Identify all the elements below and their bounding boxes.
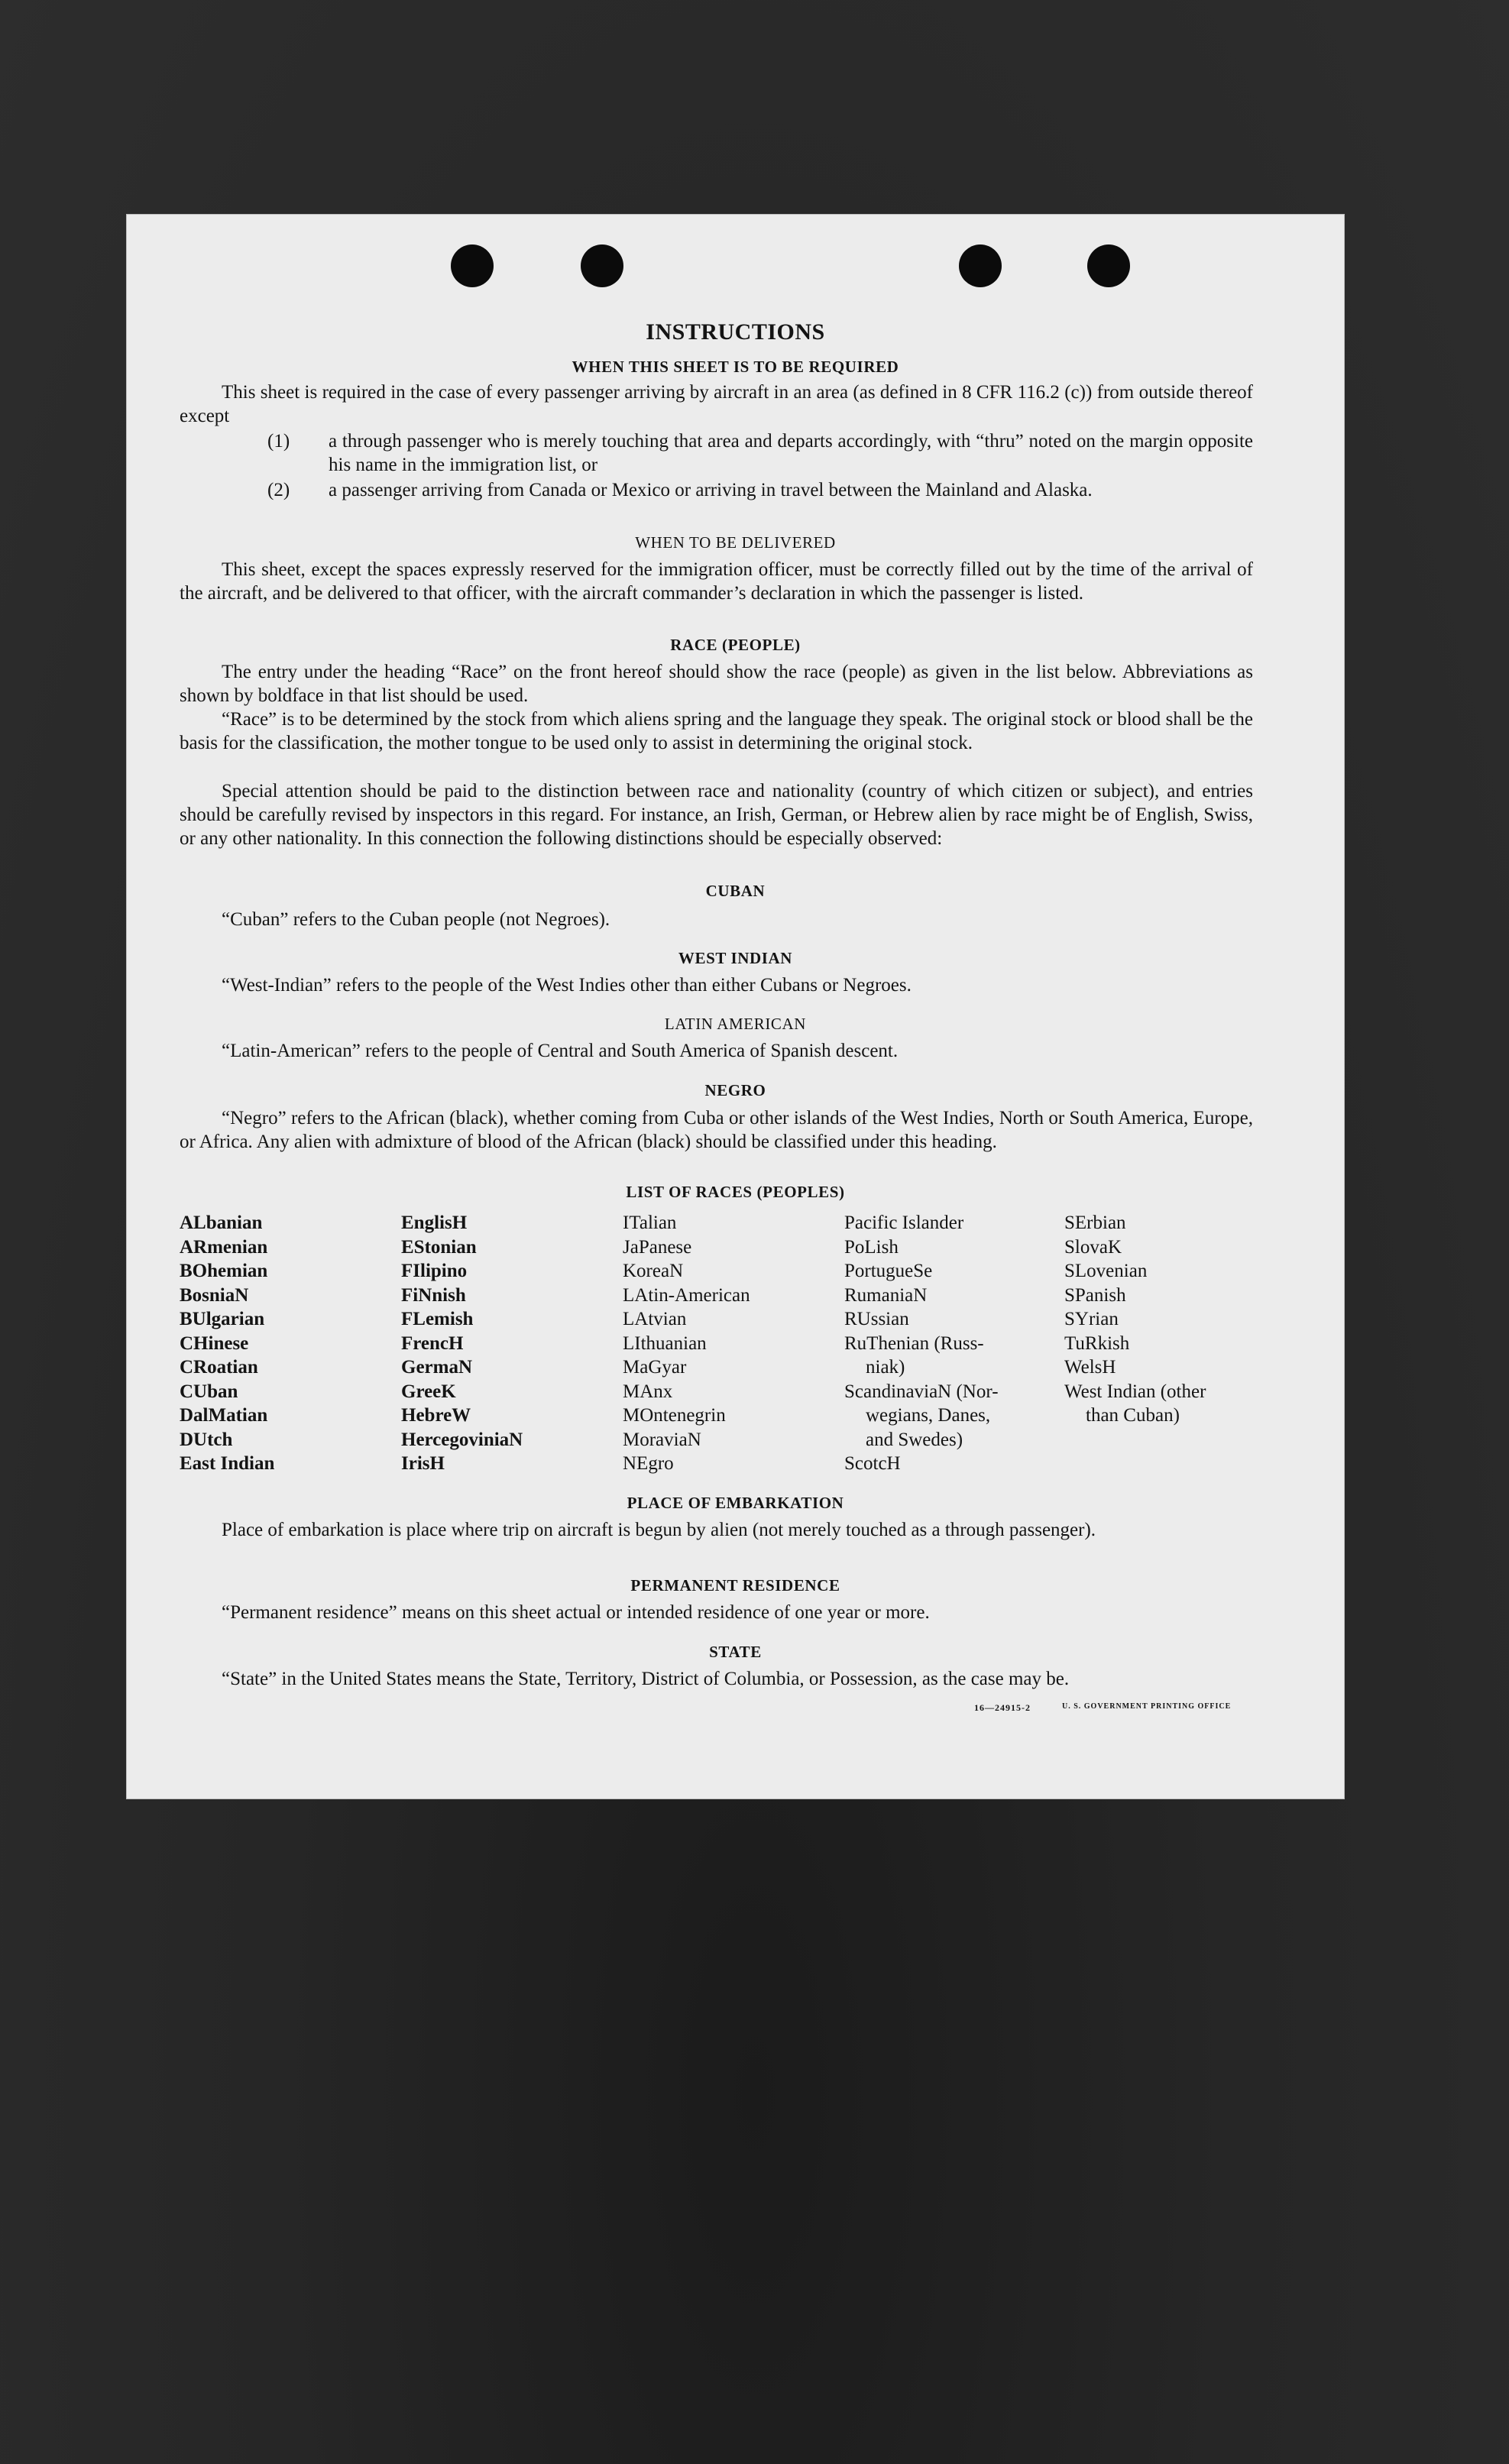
race-entry: ALbanian xyxy=(180,1213,263,1233)
heading-negro: NEGRO xyxy=(704,1081,766,1099)
heading-permanent-residence: PERMANENT RESIDENCE xyxy=(630,1576,840,1595)
race-entry: RUssian xyxy=(844,1309,909,1329)
race-entry: BosniaN xyxy=(180,1284,249,1306)
race-entry: MoraviaN xyxy=(623,1429,701,1450)
race-entry: RumaniaN xyxy=(844,1284,928,1306)
heading-embarkation: PLACE OF EMBARKATION xyxy=(627,1494,844,1512)
paragraph-west-indian: “West-Indian” refers to the people of the West Indies other than either Cubans or Negroes. xyxy=(222,975,912,996)
race-entry: CRoatian xyxy=(180,1357,258,1378)
race-entry: niak) xyxy=(866,1357,905,1378)
race-entry: Pacific Islander xyxy=(844,1213,964,1233)
race-entry: KoreaN xyxy=(623,1261,684,1281)
item-number: (1) xyxy=(267,431,290,452)
race-entry: JaPanese xyxy=(623,1236,692,1258)
heading-cuban: CUBAN xyxy=(705,882,766,900)
race-entry: CHinese xyxy=(180,1332,249,1354)
race-entry: LAtvian xyxy=(623,1309,687,1329)
races-column-4 xyxy=(844,1211,999,1476)
heading-list-of-races: LIST OF RACES (PEOPLES) xyxy=(626,1183,845,1201)
item-number: (2) xyxy=(267,480,290,500)
race-entry: wegians, Danes, xyxy=(866,1405,991,1426)
race-entry: HercegoviniaN xyxy=(401,1429,523,1450)
races-column-5 xyxy=(1064,1211,1206,1428)
paragraph-race-2: “Race” is to be determined by the stock from which aliens spring and the language they speak. The original stock or blood shall be the basis for the classification, the mother tongue to be used only to assist in determining the original stock. xyxy=(180,709,1253,753)
race-entry: LAtin-American xyxy=(623,1284,750,1306)
race-entry: EnglisH xyxy=(401,1213,468,1233)
paragraph-permanent-residence: “Permanent residence” means on this sheet actual or intended residence of one year or more. xyxy=(222,1602,930,1623)
race-entry: MaGyar xyxy=(623,1357,687,1378)
paragraph-embarkation: Place of embarkation is place where trip on aircraft is begun by alien (not merely touched as a through passenger). xyxy=(222,1520,1096,1540)
race-entry: MOntenegrin xyxy=(623,1405,726,1426)
heading-when-required: WHEN THIS SHEET IS TO BE REQUIRED xyxy=(572,358,899,376)
race-entry: SYrian xyxy=(1064,1309,1119,1329)
heading-race: RACE (PEOPLE) xyxy=(670,636,801,654)
race-entry: TuRkish xyxy=(1064,1332,1130,1354)
race-entry: HebreW xyxy=(401,1405,471,1426)
item-text: a through passenger who is merely touching that area and departs accordingly, with “thru” noted on the margin opposite his name in the immigration list, or xyxy=(329,431,1253,475)
race-entry: ITalian xyxy=(623,1213,677,1233)
race-entry: SlovaK xyxy=(1064,1236,1122,1258)
document-page xyxy=(126,214,1345,1799)
race-entry: and Swedes) xyxy=(866,1429,963,1450)
item-text: a passenger arriving from Canada or Mexico or arriving in travel between the Mainland and Alaska. xyxy=(329,480,1093,500)
race-entry: ScandinaviaN (Nor- xyxy=(844,1381,999,1402)
list-item xyxy=(267,429,1253,477)
race-entry: East Indian xyxy=(180,1453,275,1474)
race-entry: FIlipino xyxy=(401,1261,468,1281)
punch-hole xyxy=(581,244,623,287)
printer-imprint: U. S. GOVERNMENT PRINTING OFFICE xyxy=(1062,1702,1232,1711)
paragraph-race-3: Special attention should be paid to the distinction between race and nationality (country of which citizen or subject), and entries should be carefully revised by inspectors in this regard. For instance, an Irish, German, or Hebrew alien by race might be of English, Swiss, or any other nationality. In this connection the following distinctions should be especially observed: xyxy=(180,781,1253,849)
page-title: INSTRUCTIONS xyxy=(646,319,825,345)
race-entry: GreeK xyxy=(401,1381,456,1402)
race-entry: PoLish xyxy=(844,1236,899,1258)
punch-hole xyxy=(1087,244,1130,287)
heading-when-delivered: WHEN TO BE DELIVERED xyxy=(635,533,836,552)
paragraph-latin-american: “Latin-American” refers to the people of Central and South America of Spanish descent. xyxy=(222,1041,899,1061)
race-entry: MAnx xyxy=(623,1381,673,1402)
race-entry: RuThenian (Russ- xyxy=(844,1332,984,1354)
race-entry: DalMatian xyxy=(180,1405,268,1426)
races-column-2 xyxy=(401,1211,523,1476)
race-entry: ARmenian xyxy=(180,1236,268,1258)
paragraph-cuban: “Cuban” refers to the Cuban people (not Negroes). xyxy=(222,909,610,930)
race-entry: SErbian xyxy=(1064,1213,1126,1233)
heading-latin-american: LATIN AMERICAN xyxy=(664,1015,807,1033)
race-entry: than Cuban) xyxy=(1086,1405,1180,1426)
race-entry: IrisH xyxy=(401,1453,445,1474)
race-entry: BOhemian xyxy=(180,1261,268,1281)
races-column-3 xyxy=(623,1211,750,1476)
paragraph-when-delivered: This sheet, except the spaces expressly reserved for the immigration officer, must be correctly filled out by the time of the arrival of the aircraft, and be delivered to that officer, with the aircraft commander’s declaration in which the passenger is listed. xyxy=(180,559,1253,604)
race-entry: EStonian xyxy=(401,1236,477,1258)
race-entry: SPanish xyxy=(1064,1284,1126,1306)
race-entry: FLemish xyxy=(401,1309,474,1329)
race-entry: NEgro xyxy=(623,1453,674,1474)
heading-west-indian: WEST INDIAN xyxy=(678,949,793,967)
race-entry: SLovenian xyxy=(1064,1261,1148,1281)
punch-hole xyxy=(959,244,1002,287)
heading-state: STATE xyxy=(709,1643,762,1661)
race-entry: BUlgarian xyxy=(180,1309,265,1329)
race-entry: GermaN xyxy=(401,1357,473,1378)
race-entry: PortugueSe xyxy=(844,1261,933,1281)
paragraph-state: “State” in the United States means the State, Territory, District of Columbia, or Possession, as the case may be. xyxy=(222,1669,1070,1689)
race-entry: CUban xyxy=(180,1381,238,1402)
list-item xyxy=(267,478,1253,526)
punch-hole xyxy=(451,244,494,287)
race-entry: WelsH xyxy=(1064,1357,1116,1378)
paragraph-when-required: This sheet is required in the case of every passenger arriving by aircraft in an area (as defined in 8 CFR 116.2 (c)) from outside thereof except xyxy=(180,382,1253,426)
race-entry: DUtch xyxy=(180,1429,233,1450)
race-entry: West Indian (other xyxy=(1064,1381,1206,1402)
race-entry: FrencH xyxy=(401,1332,464,1354)
race-entry: FiNnish xyxy=(401,1284,466,1306)
race-entry: LIthuanian xyxy=(623,1332,707,1354)
races-column-1 xyxy=(180,1211,274,1476)
race-entry: ScotcH xyxy=(844,1453,901,1474)
form-code: 16—24915-2 xyxy=(974,1702,1031,1713)
paragraph-negro: “Negro” refers to the African (black), whether coming from Cuba or other islands of the West Indies, North or South America, Europe, or Africa. Any alien with admixture of blood of the African (black) should be classified under this heading. xyxy=(180,1108,1253,1152)
paragraph-race-1: The entry under the heading “Race” on the front hereof should show the race (people) as given in the list below. Abbreviations as shown by boldface in that list should be used. xyxy=(180,662,1253,706)
